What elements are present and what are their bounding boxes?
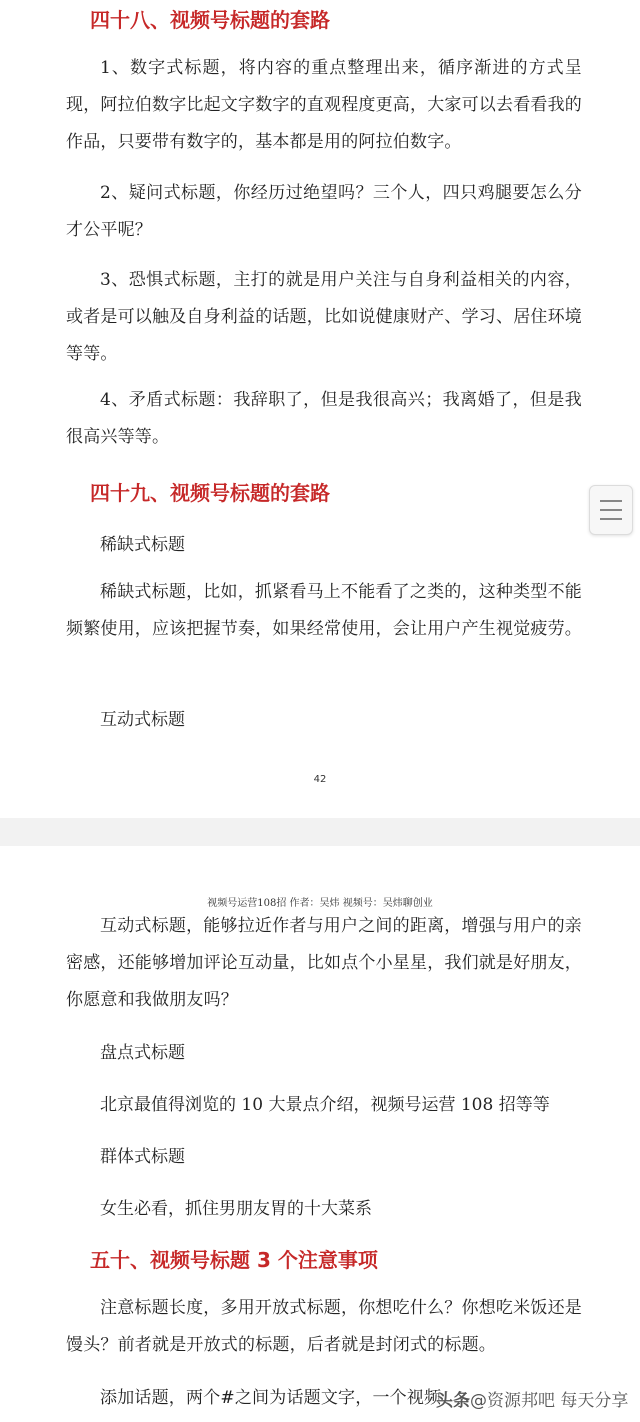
subheading-inventory: 盘点式标题	[100, 1043, 185, 1063]
paragraph-contradiction-title: 4、矛盾式标题：我辞职了，但是我很高兴；我离婚了，但是我很高兴等等。	[66, 390, 582, 447]
section-heading-49: 四十九、视频号标题的套路	[90, 481, 330, 505]
paragraph-title-length: 注意标题长度，多用开放式标题，你想吃什么？你想吃米饭还是馒头？前者就是开放式的标题，后者就是封闭式的标题。	[66, 1298, 582, 1355]
watermark	[436, 1386, 628, 1411]
watermark-text: @资源邦吧 每天分享	[470, 1391, 629, 1411]
paragraph-fear-title: 3、恐惧式标题，主打的就是用户关注与自身利益相关的内容，或者是可以触及自身利益的话题，比如说健康财产、学习、居住环境等等。	[66, 270, 582, 364]
paragraph-add-topic: 添加话题，两个#之间为话题文字，一个视频	[100, 1388, 442, 1408]
hamburger-menu-icon[interactable]	[589, 485, 633, 535]
running-header: 视频号运营108招 作者：吴炜 视频号：吴炜聊创业	[207, 898, 433, 909]
subheading-scarcity: 稀缺式标题	[100, 535, 185, 555]
watermark-logo: 头条	[436, 1391, 470, 1411]
paragraph-scarcity-title: 稀缺式标题，比如，抓紧看马上不能看了之类的，这种类型不能频繁使用，应该把握节奏，如果经常使用，会让用户产生视觉疲劳。	[66, 582, 582, 639]
paragraph-interactive-title: 互动式标题，能够拉近作者与用户之间的距离，增强与用户的亲密感，还能够增加评论互动量，比如点个小星星，我们就是好朋友，你愿意和我做朋友吗？	[66, 916, 582, 1010]
example-inventory-title: 北京最值得浏览的 10 大景点介绍，视频号运营 108 招等等	[100, 1095, 550, 1115]
paragraph-question-title: 2、疑问式标题，你经历过绝望吗？三个人，四只鸡腿要怎么分才公平呢？	[66, 183, 582, 240]
subheading-group: 群体式标题	[100, 1147, 185, 1167]
paragraph-numeric-title: 1、数字式标题，将内容的重点整理出来，循序渐进的方式呈现，阿拉伯数字比起文字数字的直观程度更高，大家可以去看看我的作品，只要带有数字的，基本都是用的阿拉伯数字。	[66, 58, 582, 152]
page-number: 42	[313, 774, 327, 785]
subheading-interactive: 互动式标题	[100, 710, 185, 730]
section-heading-50: 五十、视频号标题 3 个注意事项	[90, 1248, 378, 1272]
document-page-43	[0, 846, 640, 1422]
page-separator	[0, 818, 640, 846]
section-heading-48: 四十八、视频号标题的套路	[90, 8, 330, 32]
example-group-title: 女生必看，抓住男朋友胃的十大菜系	[100, 1199, 372, 1219]
